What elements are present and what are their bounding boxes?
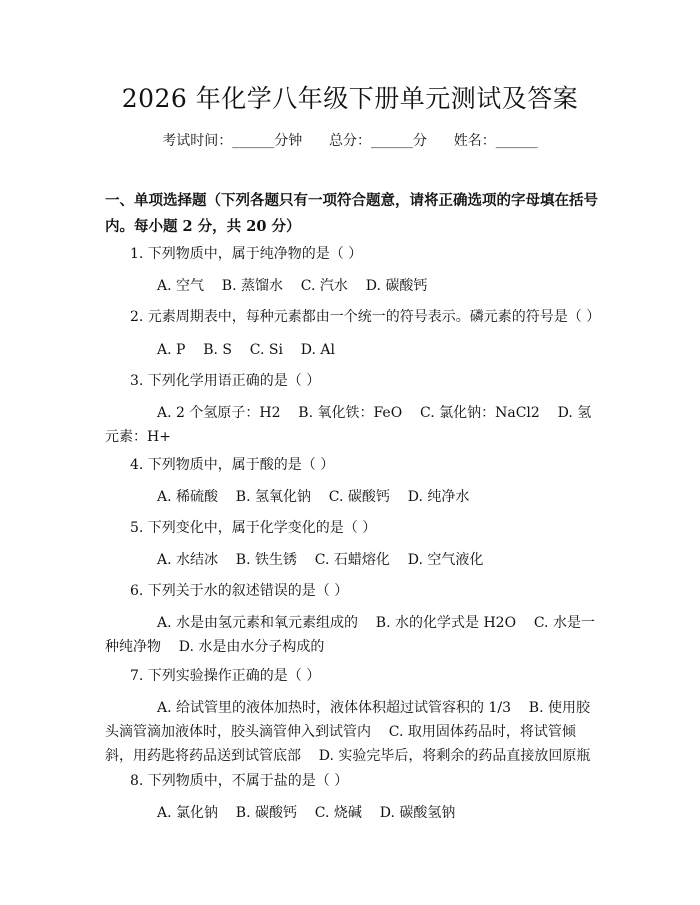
question-5-options: A. 水结冰 B. 铁生锈 C. 石蜡熔化 D. 空气液化 — [157, 552, 484, 568]
question-8-options: A. 氯化钠 B. 碳酸钙 C. 烧碱 D. 碳酸氢钠 — [157, 805, 456, 821]
exam-info-line: 考试时间：______分钟 总分：______分 姓名：______ — [162, 133, 538, 149]
question-4-options: A. 稀硫酸 B. 氢氧化钠 C. 碳酸钙 D. 纯净水 — [157, 489, 470, 505]
question-7-options: A. 给试管里的液体加热时，液体体积超过试管容积的 1/3 B. 使用胶头滴管滴加液体时，胶头滴管伸入到试管内 C. 取用固体药品时，将试管倾斜，用药匙将药品送到试管底部 D. 实验完毕后，将剩余的药品直接放回原瓶 — [105, 700, 591, 764]
question-5-stem: 5. 下列变化中，属于化学变化的是（ ） — [130, 520, 377, 536]
question-7-stem: 7. 下列实验操作正确的是（ ） — [130, 668, 321, 684]
question-1-stem: 1. 下列物质中，属于纯净物的是（ ） — [130, 246, 363, 262]
question-1-options: A. 空气 B. 蒸馏水 C. 汽水 D. 碳酸钙 — [157, 278, 428, 294]
question-3-options: A. 2 个氢原子：H2 B. 氧化铁：FeO C. 氯化钠：NaCl2 D. 氢元素：H+ — [105, 405, 592, 445]
question-6-stem: 6. 下列关于水的叙述错误的是（ ） — [130, 583, 349, 599]
question-2-stem: 2. 元素周期表中，每种元素都由一个统一的符号表示。磷元素的符号是（ ） — [130, 309, 601, 325]
section-header-single-choice: 一、单项选择题（下列各题只有一项符合题意，请将正确选项的字母填在括号内。每小题 2 分，共 20 分） — [105, 192, 598, 235]
exam-title: 2026 年化学八年级下册单元测试及答案 — [121, 84, 579, 113]
question-2-options: A. P B. S C. Si D. Al — [157, 342, 336, 358]
question-4-stem: 4. 下列物质中，属于酸的是（ ） — [130, 457, 335, 473]
question-3-stem: 3. 下列化学用语正确的是（ ） — [130, 373, 321, 389]
question-8-stem: 8. 下列物质中，不属于盐的是（ ） — [130, 773, 349, 789]
question-6-options: A. 水是由氢元素和氧元素组成的 B. 水的化学式是 H2O C. 水是一种纯净物 D. 水是由水分子构成的 — [105, 615, 595, 655]
